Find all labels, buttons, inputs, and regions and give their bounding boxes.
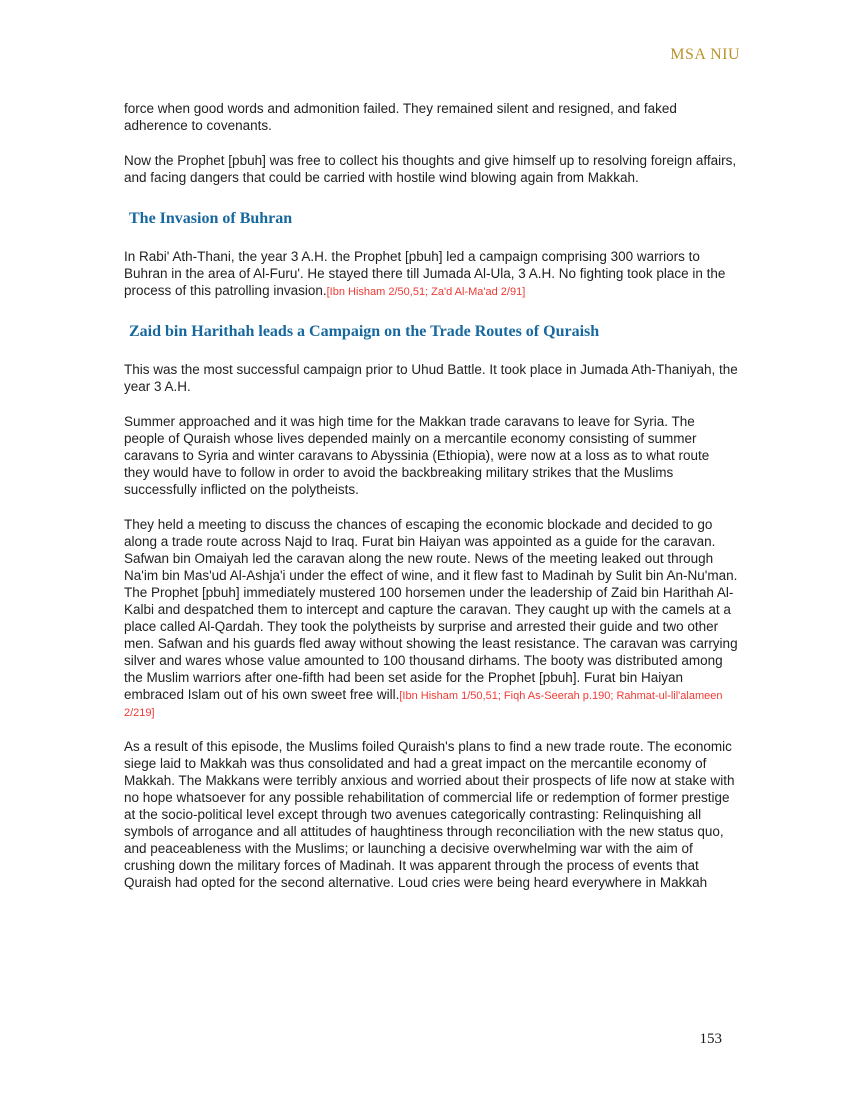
page-content	[124, 100, 738, 891]
paragraph-buhran-text: In Rabi' Ath-Thani, the year 3 A.H. the Prophet [pbuh] led a campaign comprising 300 warriors to Buhran in the area of Al-Furu'. He stayed there till Jumada Al-Ula, 3 A.H. No fighting took place in the process of this patrolling invasion.	[124, 249, 726, 298]
heading-invasion-of-buhran: The Invasion of Buhran	[129, 210, 293, 227]
citation-trade-route: [Ibn Hisham 1/50,51; Fiqh As-Seerah p.190; Rahmat-ul-lil'alameen 2/219]	[124, 690, 723, 719]
paragraph-trade-route-text: They held a meeting to discuss the chances of escaping the economic blockade and decided to go along a trade route across Najd to Iraq. Furat bin Haiyan was appointed as a guide for the caravan. Safwan bin Omaiyah led the caravan along the new route. News of the meeting leaked out through Na'im bin Mas'ud Al-Ashja'i under the effect of wine, and it flew fast to Madinah by Sulit bin An-Nu'man. The Prophet [pbuh] immediately mustered 100 horsemen under the leadership of Zaid bin Harithah Al-Kalbi and despatched them to intercept and capture the caravan. They caught up with the camels at a place called Al-Qardah. They took the polytheists by surprise and arrested their guide and two other men. Safwan and his guards fled away without showing the least resistance. The caravan was carrying silver and wares whose value amounted to 100 thousand dirhams. The booty was distributed among the Muslim warriors after one-fifth had been set aside for the Prophet [pbuh]. Furat bin Haiyan embraced Islam out of his own sweet free will.	[124, 517, 738, 702]
page-footer	[0, 1030, 722, 1048]
page-number: 153	[699, 1031, 722, 1047]
citation-buhran: [Ibn Hisham 2/50,51; Za'd Al-Ma'ad 2/91]	[326, 286, 526, 298]
paragraph-episode-result: As a result of this episode, the Muslims foiled Quraish's plans to find a new trade route. The economic siege laid to Makkah was thus consolidated and had a great impact on the mercantile economy of Makkah. The Makkans were terribly anxious and worried about their prospects of life now at stake with no hope whatsoever for any possible rehabilitation of commercial life or redemption of former prestige at the socio-political level except through two avenues categorically contrasting: Relinquishing all symbols of arrogance and all attitudes of haughtiness through reconciliation with the new status quo, and peaceableness with the Muslims; or launching a decisive overwhelming war with the aim of crushing down the military forces of Madinah. It was apparent through the process of events that Quraish had opted for the second alternative. Loud cries were being heard everywhere in Makkah	[124, 739, 735, 890]
paragraph-trade-route-meeting	[124, 516, 738, 720]
paragraph-buhran	[124, 248, 738, 299]
page-header	[0, 46, 740, 64]
paragraph-summer-caravans: Summer approached and it was high time for the Makkan trade caravans to leave for Syria. The people of Quraish whose lives depended mainly on a mercantile economy consisting of summer caravans to Syria and winter caravans to Abyssinia (Ethiopia), were now at a loss as to what route they would have to follow in order to avoid the backbreaking military strikes that the Muslims successfully inflicted on the polytheists.	[124, 414, 710, 497]
paragraph-foreign-affairs: Now the Prophet [pbuh] was free to collect his thoughts and give himself up to resolving foreign affairs, and facing dangers that could be carried with hostile wind blowing again from Makkah.	[124, 153, 737, 185]
heading-zaid-campaign: Zaid bin Harithah leads a Campaign on the Trade Routes of Quraish	[129, 323, 600, 340]
paragraph-campaign-timing: This was the most successful campaign prior to Uhud Battle. It took place in Jumada Ath-Thaniyah, the year 3 A.H.	[124, 362, 738, 394]
header-text: MSA NIU	[670, 46, 740, 63]
paragraph-covenants: force when good words and admonition failed. They remained silent and resigned, and faked adherence to covenants.	[124, 101, 677, 133]
